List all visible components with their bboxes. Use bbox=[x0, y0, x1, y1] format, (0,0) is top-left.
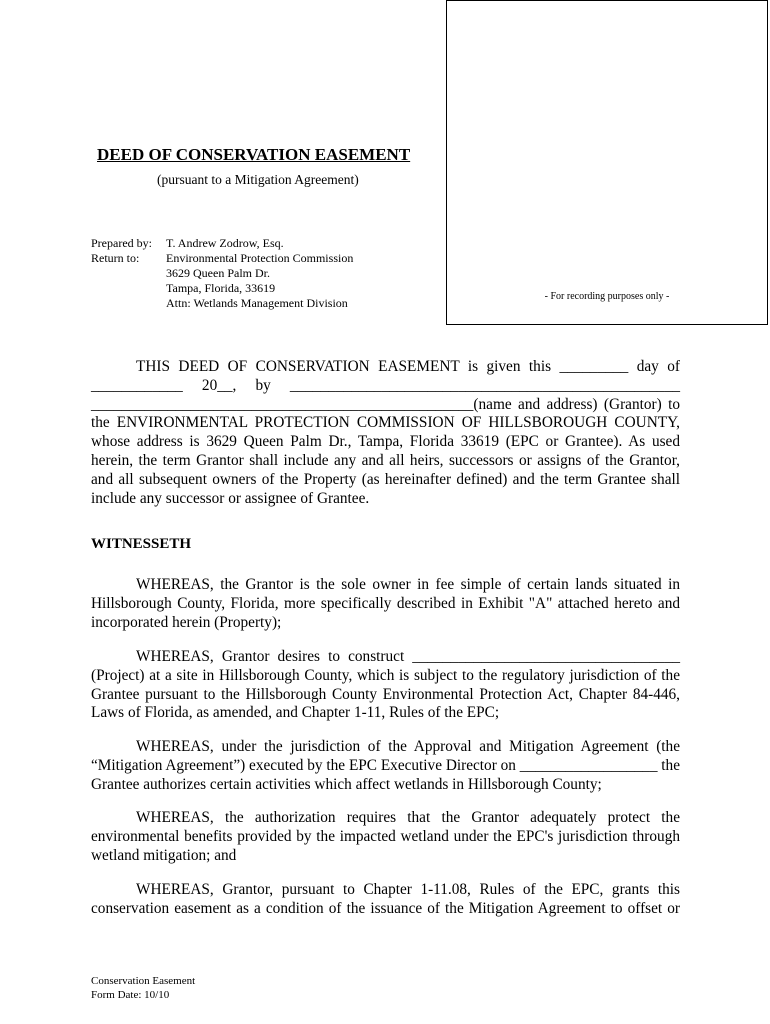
intro-paragraph bbox=[91, 358, 680, 508]
return-line-4: Attn: Wetlands Management Division bbox=[166, 296, 348, 310]
whereas-text-1: WHEREAS, the Grantor is the sole owner in fee simple of certain lands situated in Hillsborough County, Florida, more specifically described in Exhibit "A" attached hereto and incorporated herein (Property); bbox=[91, 576, 680, 631]
whereas-clause-3 bbox=[91, 738, 680, 794]
prepared-by-value: T. Andrew Zodrow, Esq. bbox=[166, 236, 284, 250]
return-to-label: Return to: bbox=[91, 251, 140, 265]
footer-line-2: Form Date: 10/10 bbox=[91, 989, 170, 1001]
whereas-clause-2 bbox=[91, 648, 680, 723]
prepared-by-label bbox=[91, 236, 152, 251]
return-line-1: Environmental Protection Commission bbox=[166, 251, 354, 265]
whereas-text-5: WHEREAS, Grantor, pursuant to Chapter 1-11.08, Rules of the EPC, grants this conservation easement as a condition of the issuance of the Mitigation Agreement to offset or bbox=[91, 881, 680, 917]
recording-note: - For recording purposes only - bbox=[544, 291, 670, 302]
whereas-text-2: WHEREAS, Grantor desires to construct ___________________________________ (Project) at a site in Hillsborough County, which is subject to the regulatory jurisdiction of the Grantee pursuant to the Hillsborough County Environmental Protection Act, Chapter 84-446, Laws of Florida, as amended, and Chapter 1-11, Rules of the EPC; bbox=[91, 648, 680, 722]
whereas-clause-4 bbox=[91, 809, 680, 865]
intro-line-1: THIS DEED OF CONSERVATION EASEMENT is given this _________ day of bbox=[136, 358, 680, 375]
return-line-3: Tampa, Florida, 33619 bbox=[166, 281, 276, 295]
whereas-text-4: WHEREAS, the authorization requires that the Grantor adequately protect the environmental benefits provided by the impacted wetland under the EPC's jurisdiction through wetland mitigation; and bbox=[91, 809, 680, 864]
whereas-clause-1 bbox=[91, 576, 680, 632]
intro-rest: the ENVIRONMENTAL PROTECTION COMMISSION OF HILLSBOROUGH COUNTY, whose address is 3629 Queen Palm Dr., Tampa, Florida 33619 (EPC or Grantee). As used herein, the term Grantor shall include any and all heirs, successors or assigns of the Grantor, and all subsequent owners of the Property (as hereinafter defined) and the term Grantee shall include any successor or assignee of Grantee. bbox=[91, 414, 680, 507]
page-footer bbox=[91, 974, 195, 1002]
whereas-text-3: WHEREAS, under the jurisdiction of the Approval and Mitigation Agreement (the “Mitigation Agreement”) executed by the EPC Executive Director on __________________ the Grantee authorizes certain activities which affect wetlands in Hillsborough County; bbox=[91, 738, 680, 793]
prepared-by-label-text: Prepared by: bbox=[91, 236, 152, 250]
whereas-clause-5 bbox=[91, 881, 680, 919]
return-line-2: 3629 Queen Palm Dr. bbox=[166, 266, 270, 280]
document-subtitle: (pursuant to a Mitigation Agreement) bbox=[157, 172, 359, 187]
footer-line-1: Conservation Easement bbox=[91, 975, 196, 987]
intro-line-3: __________________________________________________(name and address) (Grantor) to bbox=[91, 395, 680, 413]
witnesseth-heading: WITNESSETH bbox=[91, 536, 192, 552]
intro-line-2: ____________ 20__, by ___________________________________________________ bbox=[91, 376, 680, 394]
recording-area-box bbox=[446, 0, 768, 325]
document-title: DEED OF CONSERVATION EASEMENT bbox=[97, 145, 411, 164]
